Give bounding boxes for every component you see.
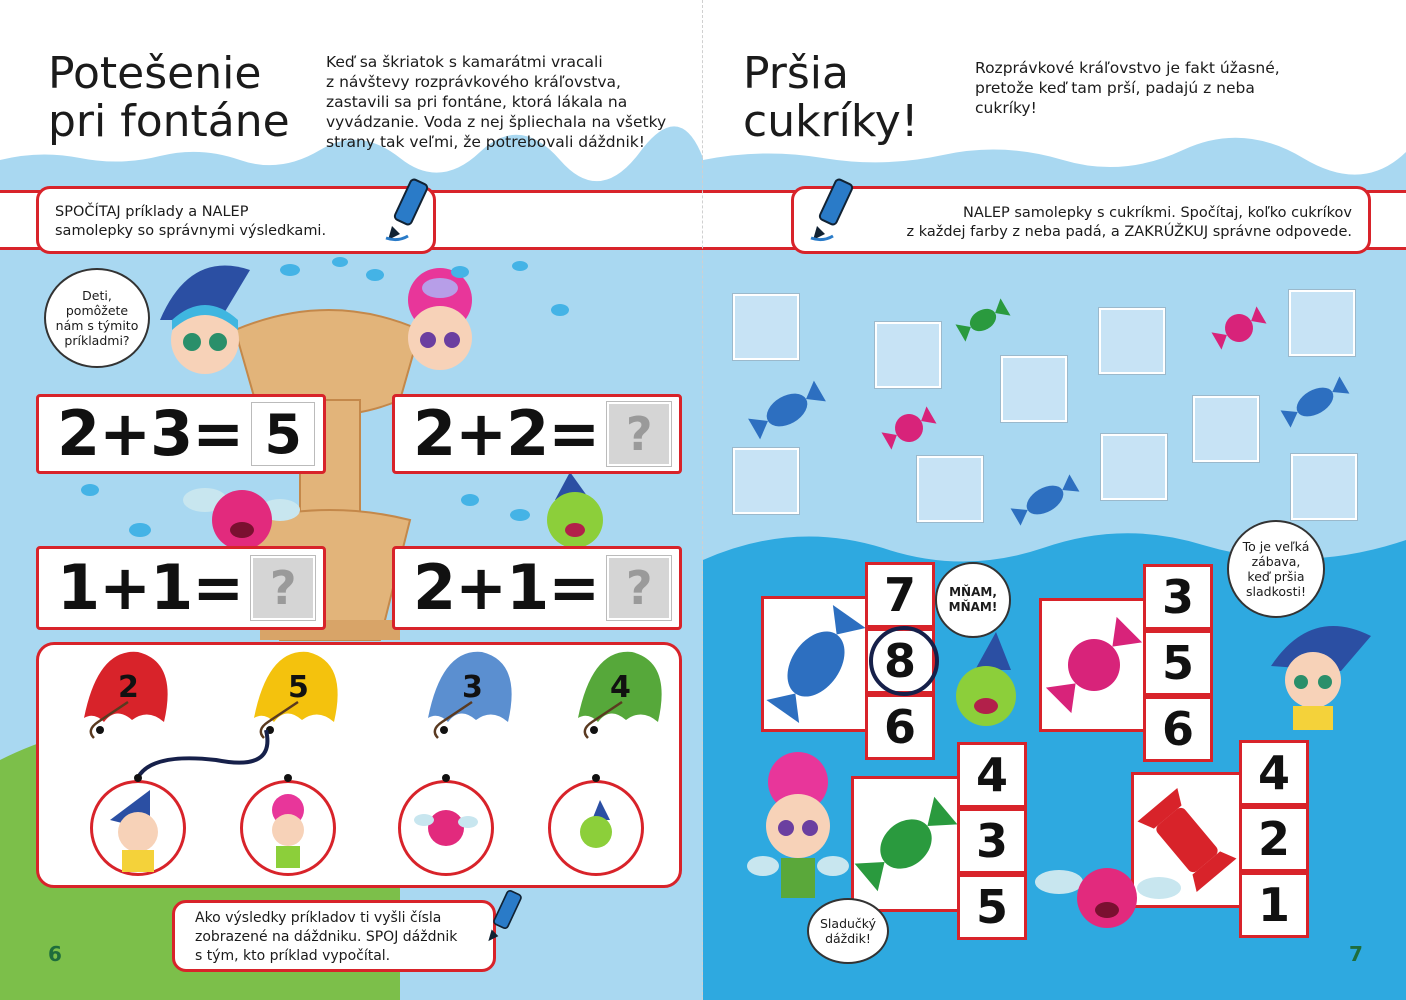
bubble-line: MŇAM, xyxy=(949,585,997,599)
marker-icon xyxy=(803,176,863,246)
blue-candy-icon xyxy=(761,596,871,732)
left-intro-line: zastavili sa pri fontáne, ktorá lákala na xyxy=(326,93,628,111)
green-option-5[interactable]: 5 xyxy=(957,874,1027,940)
bottom-instruction-box xyxy=(172,900,496,972)
bubble-line: zábava, xyxy=(1251,554,1301,569)
left-intro-line: z návštevy rozprávkového kráľovstva, xyxy=(326,73,621,91)
umbrella-number: 2 xyxy=(118,670,139,705)
equation-box-4 xyxy=(392,546,682,630)
blue-option-7[interactable]: 7 xyxy=(865,562,935,628)
green-option-3[interactable]: 3 xyxy=(957,808,1027,874)
left-instruction-line: SPOČÍTAJ príklady a NALEP xyxy=(55,204,249,220)
bubble-line: sladkosti! xyxy=(1246,584,1306,599)
fairy-character xyxy=(743,746,853,966)
green-blob-character xyxy=(941,630,1031,730)
blue-option-6[interactable]: 6 xyxy=(865,694,935,760)
falling-candies xyxy=(703,280,1406,540)
right-instruction-line: z každej farby z neba padá, a ZAKRÚŽKUJ správne odpovede. xyxy=(906,224,1352,240)
page-number-right: 7 xyxy=(1349,942,1363,966)
answer-circle xyxy=(869,626,939,696)
pink-candy-icon xyxy=(1039,598,1149,732)
pink-option-5[interactable]: 5 xyxy=(1143,630,1213,696)
left-title xyxy=(48,50,318,146)
left-instruction-box xyxy=(36,186,436,254)
gnome-character xyxy=(1251,616,1381,736)
bubble-line: pomôžete xyxy=(65,303,129,318)
answer-sticker-slot[interactable]: ? xyxy=(251,556,315,620)
right-intro-line: pretože keď tam prší, padajú z neba xyxy=(975,79,1255,97)
pink-blob-character xyxy=(1033,858,1183,938)
answer-sticker-slot[interactable]: 5 xyxy=(251,402,315,466)
answer-sticker-slot[interactable]: ? xyxy=(607,402,671,466)
left-intro-line: vyvádzanie. Voda z nej špliechala na všetky xyxy=(326,113,667,131)
equation-box-2 xyxy=(392,394,682,474)
left-intro xyxy=(326,52,686,152)
umbrella-number: 4 xyxy=(610,670,631,705)
bubble-line: To je veľká xyxy=(1242,539,1310,554)
right-instruction-line: NALEP samolepky s cukríkmi. Spočítaj, koľko cukríkov xyxy=(962,205,1352,221)
left-title-line2: pri fontáne xyxy=(48,96,290,147)
umbrella-numbers xyxy=(36,642,682,762)
pink-option-6[interactable]: 6 xyxy=(1143,696,1213,762)
right-title-line2: cukríky! xyxy=(743,96,919,147)
bubble-line: MŇAM! xyxy=(948,600,998,614)
page-number-left: 6 xyxy=(48,942,62,966)
green-option-4[interactable]: 4 xyxy=(957,742,1027,808)
equation-box-3 xyxy=(36,546,326,630)
pink-option-3[interactable]: 3 xyxy=(1143,564,1213,630)
bottom-instruction-line: zobrazené na dáždniku. SPOJ dáždnik xyxy=(195,929,458,945)
bubble-line: Sladučký xyxy=(820,916,876,931)
marker-icon xyxy=(378,176,438,246)
right-title-line1: Pršia xyxy=(743,48,849,99)
blue-option-8[interactable]: 8 xyxy=(865,628,935,694)
left-instruction-line: samolepky so správnymi výsledkami. xyxy=(55,223,327,239)
equation-expression: 1+1= xyxy=(57,551,244,624)
marker-icon xyxy=(480,884,530,950)
bottom-instruction-line: Ako výsledky príkladov ti vyšli čísla xyxy=(195,910,442,926)
right-intro-line: Rozprávkové kráľovstvo je fakt úžasné, xyxy=(975,59,1280,77)
equation-expression: 2+3= xyxy=(57,397,244,470)
bubble-line: nám s týmito xyxy=(55,318,139,333)
bubble-line: keď pršia xyxy=(1247,569,1305,584)
umbrella-number: 3 xyxy=(462,670,483,705)
equation-expression: 2+2= xyxy=(413,397,600,470)
red-option-2[interactable]: 2 xyxy=(1239,806,1309,872)
right-intro xyxy=(975,58,1375,118)
left-intro-line: Keď sa škriatok s kamarátmi vracali xyxy=(326,53,603,71)
bubble-line: dáždik! xyxy=(825,931,871,946)
left-intro-line: strany tak veľmi, že potrebovali dáždnik! xyxy=(326,133,645,151)
equation-box-1 xyxy=(36,394,326,474)
answer-sticker-slot[interactable]: ? xyxy=(607,556,671,620)
umbrella-number: 5 xyxy=(288,670,309,705)
red-option-1[interactable]: 1 xyxy=(1239,872,1309,938)
right-intro-line: cukríky! xyxy=(975,99,1037,117)
bubble-line: príkladmi? xyxy=(64,333,130,348)
red-option-4[interactable]: 4 xyxy=(1239,740,1309,806)
page-fold xyxy=(702,0,704,1000)
green-candy-icon xyxy=(851,776,961,912)
bubble-line: Deti, xyxy=(82,288,112,303)
circle-characters xyxy=(0,770,703,890)
bottom-instruction-line: s tým, kto príklad vypočítal. xyxy=(195,948,391,964)
right-page xyxy=(703,0,1406,1000)
mnam-speech-bubble xyxy=(935,562,1011,638)
fun-speech-bubble xyxy=(1227,520,1325,618)
equation-expression: 2+1= xyxy=(413,551,600,624)
right-instruction-box xyxy=(791,186,1371,254)
left-title-line1: Potešenie xyxy=(48,48,262,99)
right-title xyxy=(743,50,973,146)
